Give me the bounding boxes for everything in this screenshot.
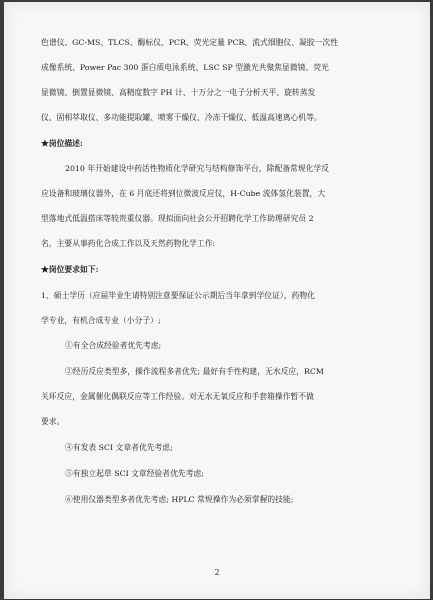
text-line: 型落地式低温搭床等较贵重仪器。现拟面向社会公开招聘化学工作助理研究员 2 bbox=[41, 214, 314, 223]
page-number: 2 bbox=[214, 568, 220, 577]
document-page bbox=[4, 2, 430, 599]
text-line: 2010 年开始建设中药活性物质化学研究与结构修饰平台，除配备常规化学反 bbox=[65, 164, 330, 173]
text-line: 学专业，有机合成专业（小分子）; bbox=[41, 316, 161, 325]
list-item: ④有发表 SCI 文章者优先考虑; bbox=[65, 443, 173, 452]
text-line: 名，主要从事药化合成工作以及天然药物化学工作: bbox=[41, 239, 216, 248]
text-line: 关环反应，金属催化偶联反应等工作经验。对无水无氧反应和手套箱操作暂不做 bbox=[41, 392, 314, 401]
text-line: 色谱仪、GC-MS、TLCS、酶标仪、PCR、荧光定量 PCR、流式细胞仪、凝胶一次性 bbox=[41, 38, 338, 47]
text-line: 显微镜、倒置显微镜、高精度数字 PH 计、十万分之一电子分析天平、旋转蒸发 bbox=[41, 88, 316, 97]
text-line: 应设备和玻璃仪器外，在 6 月底还将到位微波反应仪，H-Cube 流体氢化装置，大 bbox=[41, 189, 326, 198]
text-line: 1、硕士学历（应届毕业生请特别注意要保证公示期后当年拿到学位证），药物化 bbox=[41, 291, 315, 300]
section-heading: ★岗位描述: bbox=[41, 139, 83, 148]
text-line: 成像系统、Power Pac 300 蛋白质电泳系统、LSC SP 型激光共聚焦显微镜、荧光 bbox=[41, 63, 329, 72]
text-line: 仪、固相萃取仪、多功能提取罐、喷雾干燥仪、冷冻干燥仪、低温高速离心机等。 bbox=[41, 113, 322, 122]
section-heading: ★岗位要求如下: bbox=[41, 265, 99, 274]
list-item: ②经历反应类型多，操作流程多者优先; 最好有手性构建，无水反应，RCM bbox=[65, 367, 324, 376]
list-item: ⑥使用仪器类型多者优先考虑; HPLC 常规操作为必须掌握的技能; bbox=[65, 495, 294, 504]
text-line: 要求。 bbox=[41, 417, 65, 426]
list-item: ①有全合成经验者优先考虑; bbox=[65, 341, 162, 350]
list-item: ⑤有独立起草 SCI 文章经验者优先考虑; bbox=[65, 469, 204, 478]
